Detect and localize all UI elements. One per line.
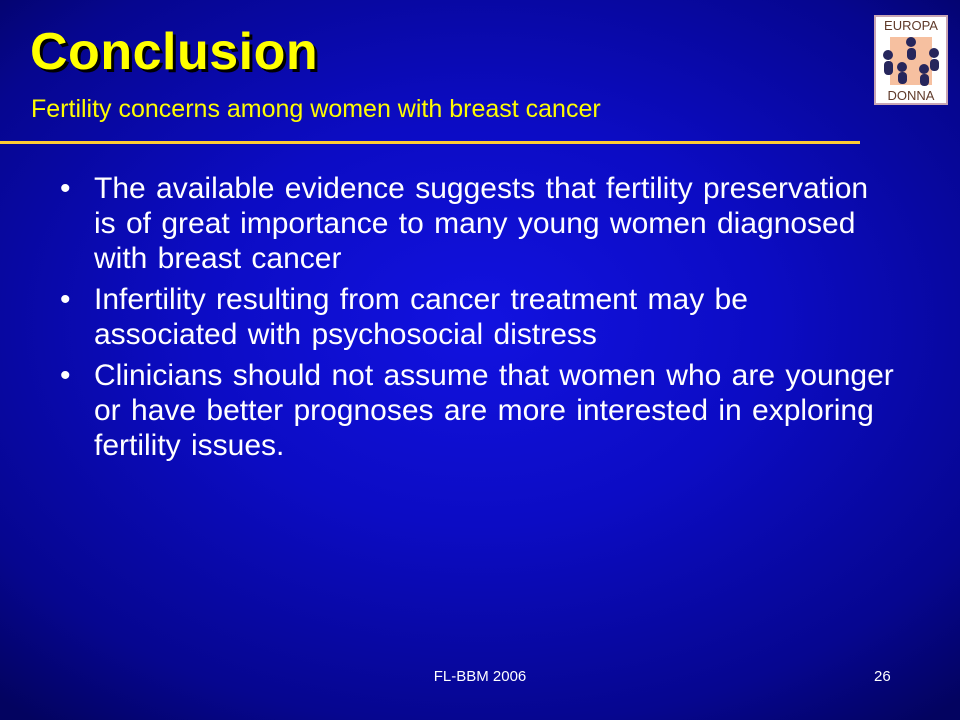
logo-bottom-text: DONNA [887,88,935,103]
bullet-text: Infertility resulting from cancer treatment may be associated with psychosocial distress [94,283,748,351]
logo-top-text: EUROPA [884,18,938,33]
slide-title: Conclusion [30,23,319,81]
europa-donna-logo [874,15,948,105]
bullet-item [60,358,900,463]
bullet-item [60,171,900,276]
bullet-item [60,282,900,352]
slide-subtitle: Fertility concerns among women with breast cancer [31,95,601,123]
bullet-marker: • [60,359,71,392]
page-number: 26 [874,668,891,685]
bullet-list [60,171,900,469]
footer-label: FL-BBM 2006 [433,668,527,685]
bullet-marker: • [60,172,71,205]
title-divider [0,141,860,144]
bullet-text: Clinicians should not assume that women who are younger or have better prognoses are more interested in exploring fertility issues. [94,359,894,462]
bullet-marker: • [60,283,71,316]
bullet-text: The available evidence suggests that fertility preservation is of great importance to many young women diagnosed with breast cancer [94,172,869,275]
